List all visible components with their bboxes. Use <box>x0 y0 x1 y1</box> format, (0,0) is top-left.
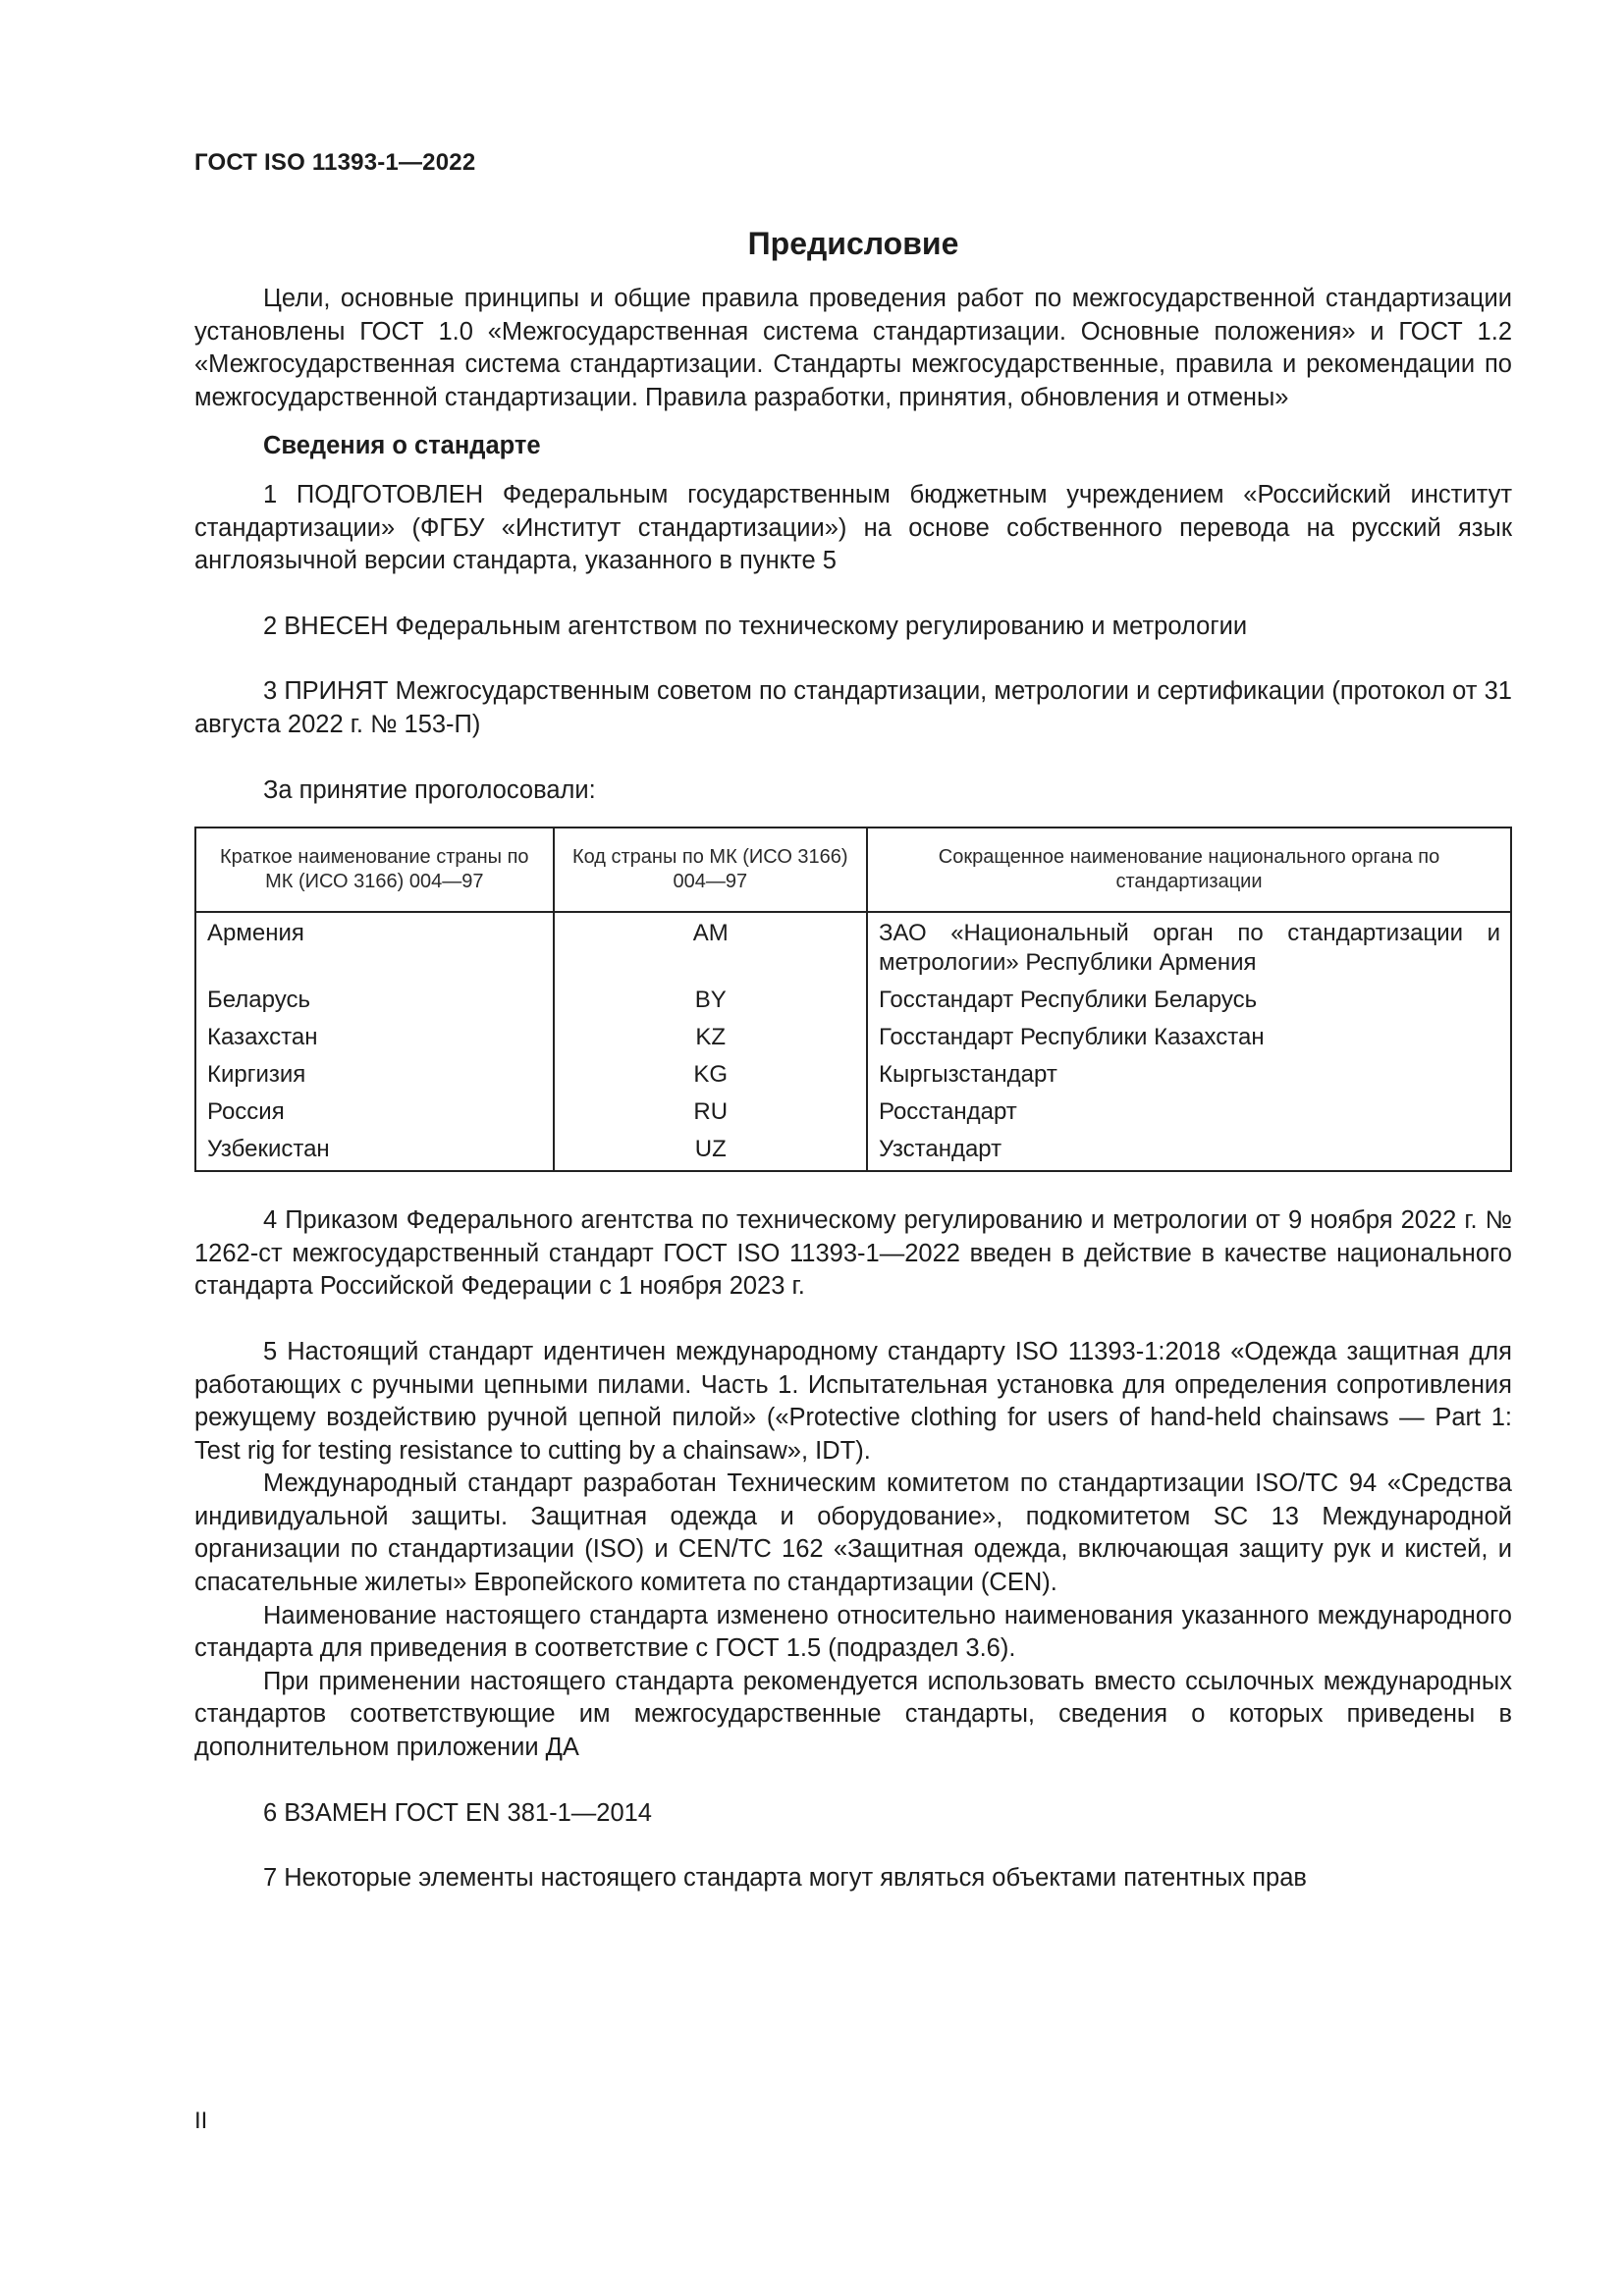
organ-cell: ЗАО «Национальный орган по стандартизации и метрологии» Республики Армения <box>867 912 1511 984</box>
vote-label: За принятие проголосовали: <box>263 775 596 804</box>
page-title: Предисловие <box>747 226 959 261</box>
table-row <box>195 1021 1511 1058</box>
organ-cell: Узстандарт <box>867 1133 1511 1171</box>
item-6-paragraph: 6 ВЗАМЕН ГОСТ EN 381-1—2014 <box>263 1798 652 1827</box>
country-cell: Беларусь <box>195 984 554 1021</box>
table-row <box>195 1058 1511 1095</box>
country-cell: Казахстан <box>195 1021 554 1058</box>
item-4-paragraph: 4 Приказом Федерального агентства по техническому регулированию и метрологии от 9 ноября 2022 г. № 1262-ст межгосударственный стандарт ГОСТ ISO 11393-1—2022 введен в действие в качестве национального стандарта Российской Федерации с 1 ноября 2023 г. <box>194 1206 1512 1301</box>
code-cell: BY <box>554 984 867 1021</box>
organ-cell: Кыргызстандарт <box>867 1058 1511 1095</box>
document-code-header: ГОСТ ISO 11393-1—2022 <box>194 149 476 176</box>
item-5-committee-paragraph: Международный стандарт разработан Техническим комитетом по стандартизации ISO/TC 94 «Средства индивидуальной защиты. Защитная одежда и оборудование», подкомитетом SC 13 Международной организации по стандартизации (ISO) и CEN/TC 162 «Защитная одежда, включающая защиту рук и кистей, и спасательные жилеты» Европейского комитета по стандартизации (CEN). <box>194 1469 1512 1597</box>
country-cell: Россия <box>195 1095 554 1133</box>
item-1-paragraph: 1 ПОДГОТОВЛЕН Федеральным государственным бюджетным учреждением «Российский институт стандартизации» (ФГБУ «Институт стандартизации») на основе собственного перевода на русский язык англоязычной версии стандарта, указанного в пункте 5 <box>194 480 1512 575</box>
table-header-row <box>195 828 1511 912</box>
page-number: II <box>194 2108 208 2134</box>
item-7-paragraph: 7 Некоторые элементы настоящего стандарта могут являться объектами патентных прав <box>263 1864 1307 1893</box>
organ-cell: Госстандарт Республики Беларусь <box>867 984 1511 1021</box>
section-heading: Сведения о стандарте <box>263 432 541 460</box>
item-5-paragraph: 5 Настоящий стандарт идентичен международному стандарту ISO 11393-1:2018 «Одежда защитная для работающих с ручными цепными пилами. Часть 1. Испытательная установка для определения сопротивления режущему воздействию ручной цепной пилой» («Protective clothing for users of hand-held chainsaws — Part 1: Test rig for testing resistance to cutting by a chainsaw», IDT). <box>194 1337 1512 1465</box>
column-header-code: Код страны по МК (ИСО 3166) 004—97 <box>554 828 867 912</box>
voting-countries-table <box>194 827 1512 1172</box>
code-cell: AM <box>554 912 867 984</box>
table-row <box>195 912 1511 984</box>
country-cell: Киргизия <box>195 1058 554 1095</box>
item-2-paragraph: 2 ВНЕСЕН Федеральным агентством по техническому регулированию и метрологии <box>263 612 1248 640</box>
country-cell: Армения <box>195 912 554 984</box>
document-body <box>194 283 1512 1896</box>
code-cell: KG <box>554 1058 867 1095</box>
organ-cell: Росстандарт <box>867 1095 1511 1133</box>
item-5-references-paragraph: При применении настоящего стандарта рекомендуется использовать вместо ссылочных международных стандартов соответствующие им межгосударственные стандарты, сведения о которых приведены в дополнительном приложении ДА <box>194 1667 1512 1762</box>
country-cell: Узбекистан <box>195 1133 554 1171</box>
code-cell: UZ <box>554 1133 867 1171</box>
item-5-name-change-paragraph: Наименование настоящего стандарта изменено относительно наименования указанного международного стандарта для приведения в соответствие с ГОСТ 1.5 (подраздел 3.6). <box>194 1601 1512 1663</box>
code-cell: KZ <box>554 1021 867 1058</box>
table-row <box>195 1133 1511 1171</box>
code-cell: RU <box>554 1095 867 1133</box>
column-header-country: Краткое наименование страны по МК (ИСО 3166) 004—97 <box>195 828 554 912</box>
column-header-organ: Сокращенное наименование национального органа по стандартизации <box>867 828 1511 912</box>
table-row <box>195 984 1511 1021</box>
item-3-paragraph: 3 ПРИНЯТ Межгосударственным советом по стандартизации, метрологии и сертификации (протокол от 31 августа 2022 г. № 153-П) <box>194 677 1512 738</box>
organ-cell: Госстандарт Республики Казахстан <box>867 1021 1511 1058</box>
intro-paragraph: Цели, основные принципы и общие правила проведения работ по межгосударственной стандартизации установлены ГОСТ 1.0 «Межгосударственная система стандартизации. Основные положения» и ГОСТ 1.2 «Межгосударственная система стандартизации. Стандарты межгосударственные, правила и рекомендации по межгосударственной стандартизации. Правила разработки, принятия, обновления и отмены» <box>194 285 1512 411</box>
table-row <box>195 1095 1511 1133</box>
